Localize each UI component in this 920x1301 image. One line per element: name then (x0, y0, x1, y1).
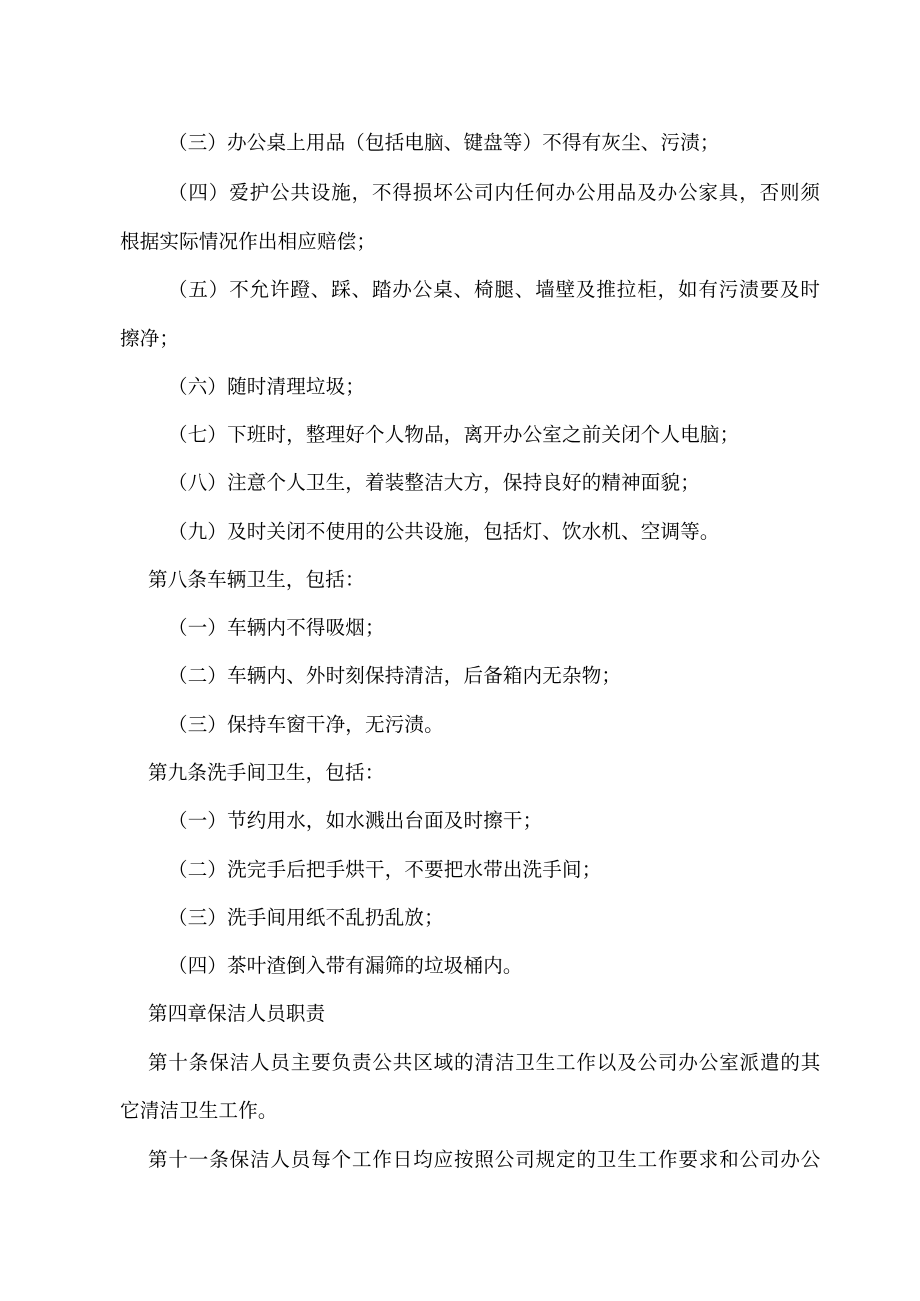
item-9-close-facilities: （九）及时关闭不使用的公共设施，包括灯、饮水机、空调等。 (168, 520, 720, 543)
article-10-text-cont: 它清洁卫生工作。 (120, 1099, 278, 1122)
item-8-personal-hygiene: （八）注意个人卫生，着装整洁大方，保持良好的精神面貌； (168, 471, 700, 494)
article-9-item-3: （三）洗手间用纸不乱扔乱放； (168, 906, 444, 929)
article-8-item-3: （三）保持车窗干净，无污渍。 (168, 713, 444, 736)
item-6-clear-garbage: （六）随时清理垃圾； (168, 375, 366, 398)
item-3-desk-items: （三）办公桌上用品（包括电脑、键盘等）不得有灰尘、污渍； (168, 131, 720, 154)
article-9-item-2: （二）洗完手后把手烘干，不要把水带出洗手间； (168, 858, 602, 881)
article-11-text: 第十一条保洁人员每个工作日均应按照公司规定的卫生工作要求和公司办公 (148, 1148, 822, 1171)
article-9-item-4: （四）茶叶渣倒入带有漏筛的垃圾桶内。 (168, 954, 523, 977)
item-7-after-work: （七）下班时，整理好个人物品，离开办公室之前关闭个人电脑； (168, 423, 740, 446)
item-4-protect-facilities: （四）爱护公共设施，不得损坏公司内任何办公用品及办公家具，否则须 (168, 181, 821, 204)
item-5-no-stepping-cont: 擦净； (120, 327, 180, 350)
article-8-heading: 第八条车辆卫生，包括： (148, 568, 365, 591)
item-4-protect-facilities-cont: 根据实际情况作出相应赔偿； (120, 230, 377, 253)
article-9-item-1: （一）节约用水，如水溅出台面及时擦干； (168, 809, 543, 832)
article-9-heading: 第九条洗手间卫生，包括： (148, 761, 385, 784)
item-5-no-stepping: （五）不允许蹬、踩、踏办公桌、椅腿、墙壁及推拉柜，如有污渍要及时 (168, 278, 821, 301)
article-10-text: 第十条保洁人员主要负责公共区域的清洁卫生工作以及公司办公室派遣的其 (148, 1051, 822, 1074)
chapter-4-heading: 第四章保洁人员职责 (148, 1002, 326, 1025)
article-8-item-1: （一）车辆内不得吸烟； (168, 616, 385, 639)
article-8-item-2: （二）车辆内、外时刻保持清洁，后备箱内无杂物； (168, 664, 622, 687)
